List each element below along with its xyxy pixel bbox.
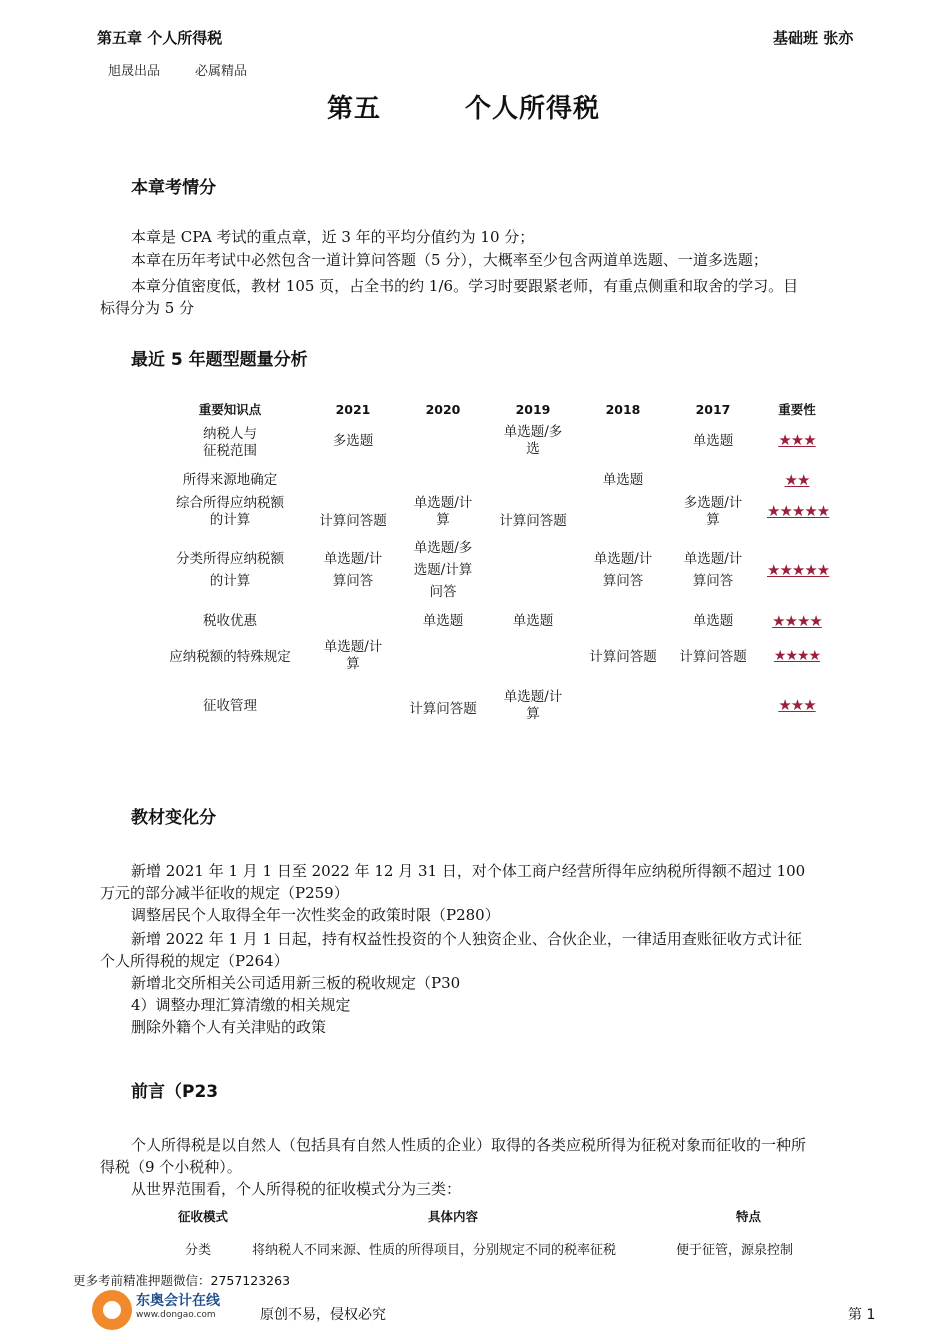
table-row: 所得来源地确定 单选题 ★★ [152, 462, 836, 488]
col-topic: 重要知识点 [198, 402, 262, 417]
wechat-note: 更多考前精准押题微信：2757123263 [73, 1273, 291, 1288]
importance-stars: ★★★ [778, 431, 816, 449]
exam-analysis-table [152, 392, 836, 728]
intro-line-3: 从世界范围看，个人所得税的征收模式分为三类： [131, 1180, 462, 1198]
mode-table-cell-feature: 便于征管，源泉控制 [676, 1243, 794, 1258]
change-line-8: 删除外籍个人有关津贴的政策 [131, 1018, 327, 1036]
brand-right: 必属精品 [195, 64, 248, 79]
intro-line-2: 得税（9 个小税种）。 [100, 1158, 242, 1176]
col-2017: 2017 [695, 402, 731, 417]
brand-left: 旭晟出品 [108, 64, 161, 79]
change-line-6: 新增北交所相关公司适用新三板的税收规定（P30 [131, 974, 461, 992]
section-heading-scores: 本章考情分 [131, 178, 216, 198]
table-row: 应纳税额的特殊规定 单选题/计算 计算问答题 计算问答题 ★★★★ [169, 639, 821, 672]
table-row: 征收管理 计算问答题 单选题/计算 ★★★ [203, 689, 816, 722]
chapter-header: 第五章 个人所得税 [97, 29, 223, 47]
importance-stars: ★★★ [778, 696, 816, 714]
col-2018: 2018 [605, 402, 641, 417]
table-row: 综合所得应纳税额的计算 计算问答题 单选题/计算 计算问答题 多选题/计算 ★★★★★ [176, 495, 830, 529]
score-line-2: 本章在历年考试中必然包含一道计算问答题（5 分），大概率至少包含两道单选题、一道多选题； [131, 251, 768, 269]
importance-stars: ★★ [784, 470, 810, 489]
logo-name: 东奥会计在线 [136, 1293, 220, 1309]
change-line-5: 个人所得税的规定（P264） [100, 952, 289, 970]
score-line-4: 标得分为 5 分 [100, 299, 195, 317]
table-row: 纳税人与征税范围 多选题 单选题/多选 单选题 ★★★ [203, 424, 816, 459]
page-number: 第 1 [848, 1307, 876, 1323]
importance-stars: ★★★★ [772, 612, 822, 630]
score-line-1: 本章是 CPA 考试的重点章，近 3 年的平均分值约为 10 分； [131, 228, 535, 246]
change-line-4: 新增 2022 年 1 月 1 日起，持有权益性投资的个人独资企业、合伙企业，一律适用查账征收方式计征 [131, 930, 802, 948]
col-2020: 2020 [425, 402, 461, 417]
table-row: 分类所得应纳税额的计算 单选题/计算问答 单选题/多选题/计算问答 单选题/计算问答 单选题/计算问答 ★★★★★ [176, 540, 830, 600]
mode-table-cell-mode: 分类 [185, 1243, 212, 1258]
page-title-part1: 第五 [327, 94, 382, 124]
col-importance: 重要性 [778, 402, 816, 417]
mode-table-col-mode: 征收模式 [178, 1209, 229, 1224]
importance-stars: ★★★★★ [767, 561, 830, 579]
importance-stars: ★★★★★ [767, 502, 830, 520]
col-2021: 2021 [335, 402, 371, 417]
course-header: 基础班 张亦 [773, 29, 854, 47]
table-row: 税收优惠 单选题 单选题 单选题 ★★★★ [152, 604, 836, 628]
table-header-row [152, 392, 836, 420]
col-2019: 2019 [515, 402, 551, 417]
change-line-7: 4）调整办理汇算清缴的相关规定 [131, 996, 351, 1014]
section-heading-table: 最近 5 年题型题量分析 [131, 350, 308, 370]
section-heading-changes: 教材变化分 [131, 808, 216, 828]
rights-notice: 原创不易，侵权必究 [260, 1307, 386, 1323]
intro-line-1: 个人所得税是以自然人（包括具有自然人性质的企业）取得的各类应税所得为征税对象而征收的一种所 [131, 1136, 807, 1154]
score-line-3: 本章分值密度低，教材 105 页，占全书的约 1/6。学习时要跟紧老师，有重点侧重和取舍的学习。目 [131, 277, 799, 295]
logo-circle-icon [92, 1290, 132, 1330]
mode-table-col-feature: 特点 [736, 1209, 762, 1224]
logo-url: www.dongao.com [136, 1310, 216, 1320]
mode-table-col-content: 具体内容 [428, 1209, 479, 1224]
section-heading-intro: 前言（P23 [131, 1082, 219, 1102]
change-line-3: 调整居民个人取得全年一次性奖金的政策时限（P280） [131, 906, 500, 924]
company-logo [92, 1286, 262, 1336]
mode-table-cell-content: 将纳税人不同来源、性质的所得项目，分别规定不同的税率征税 [252, 1243, 617, 1258]
page-title-part2: 个人所得税 [465, 94, 601, 124]
change-line-2: 万元的部分减半征收的规定（P259） [100, 884, 349, 902]
importance-stars: ★★★★ [773, 647, 821, 664]
change-line-1: 新增 2021 年 1 月 1 日至 2022 年 12 月 31 日，对个体工商户经营所得年应纳税所得额不超过 100 [131, 862, 806, 880]
